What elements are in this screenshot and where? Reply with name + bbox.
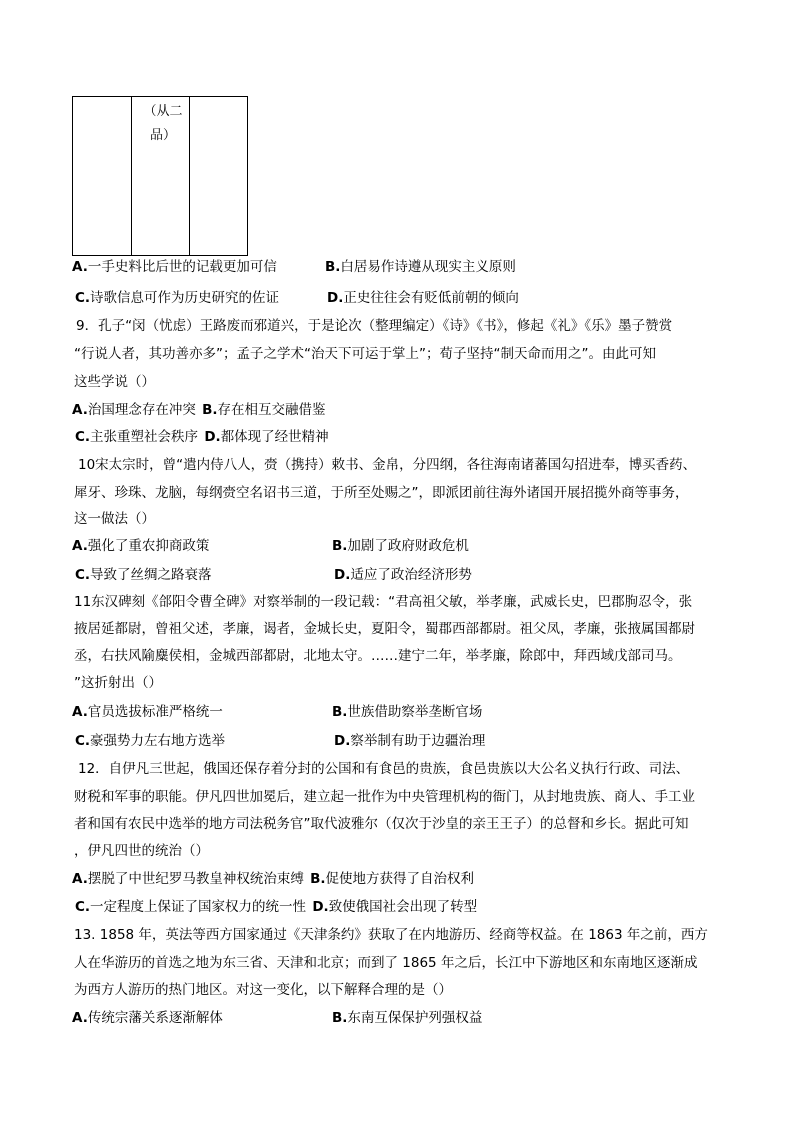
q13-stem-line: 13. 1858 年，英法等西方国家通过《天津条约》获取了在内地游历、经商等权益。在 1863 年之前，西方	[74, 927, 708, 943]
q10-stem-line: 这一做法（）	[74, 511, 155, 527]
option-text: 治国理念存在冲突	[87, 402, 196, 418]
option-d[interactable]	[334, 733, 485, 749]
option-text: 世族借助察举垄断官场	[347, 704, 483, 720]
option-a[interactable]	[72, 538, 209, 554]
option-text: 白居易作诗遵从现实主义原则	[340, 259, 516, 275]
option-letter: D.	[312, 899, 329, 915]
option-b[interactable]	[332, 704, 482, 720]
q11-stem-line: 掖居延都尉，曾祖父述，孝廉，谒者，金城长史，夏阳令，蜀郡西部都尉。祖父凤，孝廉，张掖属国都尉	[74, 621, 695, 637]
option-letter: C.	[75, 290, 91, 306]
q10-stem-line: 犀牙、珍珠、龙脑，每纲赍空名诏书三道，于所至处赐之”，即派团前往海外诸国开展招揽外商等事务，	[74, 485, 689, 501]
option-letter: C.	[75, 899, 91, 915]
option-letter: B.	[332, 1010, 348, 1026]
option-c[interactable]	[75, 567, 212, 583]
option-a[interactable]	[72, 704, 223, 720]
option-letter: A.	[72, 704, 88, 720]
q13-stem-line: 人在华游历的首选之地为东三省、天津和北京；而到了 1865 年之后，长江中下游地区和东南地区逐渐成	[74, 955, 698, 971]
option-b[interactable]	[202, 402, 325, 418]
q12-stem-line: 者和国有农民中选举的地方司法税务官”取代波雅尔（仅次于沙皇的亲王王子）的总督和乡长。据此可知	[74, 816, 689, 832]
option-text: 致使俄国社会出现了转型	[328, 899, 478, 915]
option-d[interactable]	[312, 899, 477, 915]
option-letter: D.	[334, 733, 351, 749]
option-text: 适应了政治经济形势	[350, 567, 472, 583]
option-letter: B.	[332, 704, 348, 720]
option-text: 诗歌信息可作为历史研究的佐证	[90, 290, 280, 306]
q11-stem-line: 11东汉碑刻《郃阳令曹全碑》对察举制的一段记载：“君高祖父敏，举孝廉，武威长史，巴郡朐忍令，张	[74, 594, 693, 610]
option-text: 导致了丝绸之路衰落	[90, 567, 212, 583]
option-text: 察举制有助于边疆治理	[350, 733, 486, 749]
option-b[interactable]	[332, 538, 469, 554]
q12-stem-line: 财税和军事的职能。伊凡四世加冕后，建立起一批作为中央管理机构的衙门，从封地贵族、商人、手工业	[74, 789, 695, 805]
option-text: 官员选拔标准严格统一	[87, 704, 223, 720]
option-letter: D.	[327, 290, 344, 306]
option-a[interactable]	[72, 871, 304, 887]
q12-options-row	[75, 899, 477, 915]
option-text: 一定程度上保证了国家权力的统一性	[90, 899, 307, 915]
option-d[interactable]	[327, 290, 519, 306]
option-c[interactable]	[75, 899, 306, 915]
q13-stem-line: 为西方人游历的热门地区。对这一变化，以下解释合理的是（）	[74, 982, 452, 998]
option-letter: B.	[310, 871, 326, 887]
option-text: 摆脱了中世纪罗马教皇神权统治束缚	[87, 871, 304, 887]
table-divider	[131, 97, 132, 255]
q12-stem-line: ，伊凡四世的统治（）	[74, 843, 209, 859]
option-d[interactable]	[334, 567, 472, 583]
q9-stem-line: “行说人者，其功善亦多”；孟子之学术“治天下可运于掌上”；荀子坚持“制天命而用之”。由此可知	[74, 346, 656, 362]
option-b[interactable]	[310, 871, 474, 887]
option-c[interactable]	[75, 290, 279, 306]
option-letter: A.	[72, 1010, 88, 1026]
option-text: 东南互保保护列强权益	[347, 1010, 483, 1026]
option-letter: D.	[334, 567, 351, 583]
option-text: 加剧了政府财政危机	[347, 538, 469, 554]
option-letter: A.	[72, 402, 88, 418]
option-text: 传统宗藩关系逐渐解体	[87, 1010, 223, 1026]
option-text: 一手史料比后世的记载更加可信	[87, 259, 277, 275]
q9-options-row	[75, 429, 329, 445]
option-letter: C.	[75, 733, 91, 749]
option-text: 豪强势力左右地方选举	[90, 733, 226, 749]
option-letter: B.	[202, 402, 218, 418]
option-letter: B.	[325, 259, 341, 275]
option-a[interactable]	[72, 259, 277, 275]
q11-stem-line: 丞，右扶风隃麋侯相，金城西部都尉，北地太守。……建宁二年，举孝廉，除郎中，拜西域戊部司马。	[74, 648, 682, 664]
option-a[interactable]	[72, 402, 196, 418]
option-text: 正史往往会有贬低前朝的倾向	[343, 290, 519, 306]
option-b[interactable]	[332, 1010, 482, 1026]
q12-options-row	[72, 871, 474, 887]
option-b[interactable]	[325, 259, 516, 275]
option-a[interactable]	[72, 1010, 223, 1026]
option-letter: A.	[72, 871, 88, 887]
option-letter: C.	[75, 429, 91, 445]
fragment-table	[72, 96, 248, 256]
q10-stem-line: 10宋太宗时，曾“遣内侍八人，赍（携持）敕书、金帛，分四纲，各往海南诸蕃国勾招进奉，博买香药、	[78, 457, 697, 473]
option-letter: A.	[72, 538, 88, 554]
option-letter: A.	[72, 259, 88, 275]
option-c[interactable]	[75, 429, 198, 445]
option-text: 都体现了经世精神	[220, 429, 329, 445]
table-cell-rank: （从二品）	[143, 104, 183, 143]
q9-options-row	[72, 402, 326, 418]
option-letter: B.	[332, 538, 348, 554]
option-letter: C.	[75, 567, 91, 583]
option-c[interactable]	[75, 733, 225, 749]
q12-stem-line: 12．自伊凡三世起，俄国还保存着分封的公国和有食邑的贵族，食邑贵族以大公名义执行行政、司法、	[78, 761, 690, 777]
option-letter: D.	[204, 429, 221, 445]
q9-stem-line: 9．孔子“闵（忧虑）王路废而邪道兴，于是论次（整理编定）《诗》《书》，修起《礼》《乐》墨子赞赏	[76, 318, 673, 334]
q11-stem-line: ”这折射出（）	[74, 675, 162, 691]
option-text: 存在相互交融借鉴	[217, 402, 326, 418]
option-text: 主张重塑社会秩序	[90, 429, 199, 445]
option-d[interactable]	[204, 429, 328, 445]
option-text: 促使地方获得了自治权利	[325, 871, 475, 887]
option-text: 强化了重农抑商政策	[87, 538, 210, 554]
q9-stem-line: 这些学说（）	[74, 374, 155, 390]
